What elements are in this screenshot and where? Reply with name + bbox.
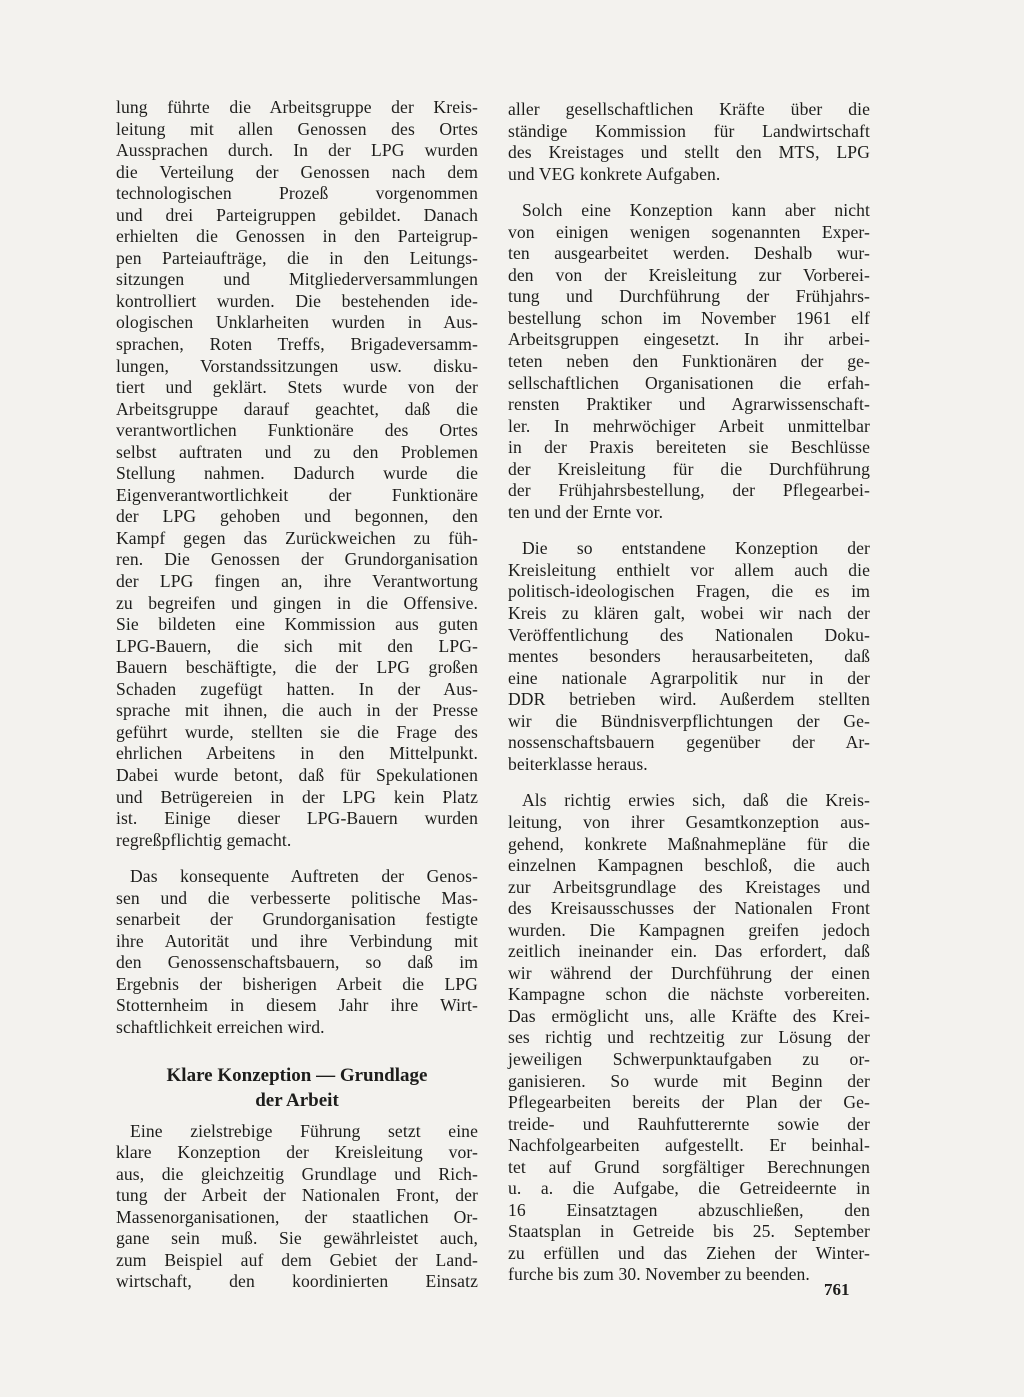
text-line: gehend, konkrete Maßnahmepläne für die — [508, 833, 870, 854]
text-line: Arbeitsgruppe darauf geachtet, daß die — [116, 398, 478, 419]
text-line: Sie bildeten eine Kommission aus guten — [116, 614, 478, 635]
text-line: der LPG gehoben und begonnen, den — [116, 506, 478, 527]
text-line: Stotternheim in diesem Jahr ihre Wirt- — [116, 995, 478, 1016]
text-line: mentes besonders herausarbeiteten, daß — [508, 646, 870, 667]
text-line: zeitlich ineinander ein. Das erfordert, daß — [508, 941, 870, 962]
text-line: sprachen, Roten Treffs, Brigadeversamm- — [116, 334, 478, 355]
text-line: und VEG konkrete Aufgaben. — [508, 163, 721, 184]
text-line: teten neben den Funktionären der ge- — [508, 351, 870, 372]
text-line: bestellung schon im November 1961 elf — [508, 307, 870, 328]
text-line: sen und die verbesserte politische Mas- — [116, 887, 478, 908]
text-line: ses richtig und rechtzeitig zur Lösung der — [508, 1027, 870, 1048]
text-line: leitung, von ihrer Gesamtkonzeption aus- — [508, 811, 870, 832]
text-line: eine nationale Agrarpolitik nur in der — [508, 667, 870, 688]
text-line: wurden. Die Kampagnen greifen jedoch — [508, 919, 870, 940]
text-line: und drei Parteigruppen gebildet. Danach — [116, 204, 478, 225]
text-line: u. a. die Aufgabe, die Getreideernte in — [508, 1178, 870, 1199]
text-line: DDR betrieben wird. Außerdem stellten — [508, 689, 870, 710]
text-line: Bauern beschäftigte, die der LPG großen — [116, 657, 478, 678]
text-line: jeweiligen Schwerpunktaufgaben zu or- — [508, 1048, 870, 1069]
text-line: wirtschaft, den koordinierten Einsatz — [116, 1271, 478, 1292]
text-line: Stellung nahmen. Dadurch wurde die — [116, 463, 478, 484]
text-line: ehrlichen Arbeitens in den Mittelpunkt. — [116, 743, 478, 764]
text-line: Arbeitsgruppen eingesetzt. In ihr arbei- — [508, 329, 870, 350]
text-line: Als richtig erwies sich, daß die Kreis- — [522, 790, 870, 811]
text-line: der Frühjahrsbestellung, der Pflegearbei- — [508, 480, 870, 501]
text-line: Eine zielstrebige Führung setzt eine — [130, 1120, 478, 1141]
heading-line-1: Klare Konzeption — Grundlage — [166, 1064, 428, 1086]
text-line: ologischen Unklarheiten wurden in Aus- — [116, 312, 478, 333]
text-line: geführt wurde, stellten sie die Frage des — [116, 721, 478, 742]
text-line: Schaden zugefügt hatten. In der Aus- — [116, 678, 478, 699]
text-line: 16 Einsatztagen abzuschließen, den — [508, 1199, 870, 1220]
text-line: Kampagne schon die nächste vorbereiten. — [508, 984, 870, 1005]
text-line: klare Konzeption der Kreisleitung vor- — [116, 1142, 478, 1163]
text-line: lungen, Vorstandssitzungen usw. disku- — [116, 355, 478, 376]
text-line: einzelnen Kampagnen beschloß, die auch — [508, 855, 870, 876]
paragraph-left-3 — [116, 1121, 478, 1293]
text-line: sellschaftlichen Organisationen die erfah- — [508, 372, 870, 393]
text-line: ler. In mehrwöchiger Arbeit unmittelbar — [508, 415, 870, 436]
text-line: Kreis zu klären galt, wobei wir nach der — [508, 603, 870, 624]
right-column — [508, 99, 870, 1286]
text-line: tung der Arbeit der Nationalen Front, der — [116, 1185, 478, 1206]
text-line: Eigenverantwortlichkeit der Funktionäre — [116, 484, 478, 505]
text-line: aus, die gleichzeitig Grundlage und Rich- — [116, 1163, 478, 1184]
text-line: Kreisleitung enthielt vor allem auch die — [508, 559, 870, 580]
text-line: furche bis zum 30. November zu beenden. — [508, 1264, 810, 1285]
text-line: von einigen wenigen sogenannten Exper- — [508, 221, 870, 242]
text-line: ren. Die Genossen der Grundorganisation — [116, 549, 478, 570]
page-number: 761 — [824, 1280, 850, 1299]
text-line: ganisieren. So wurde mit Beginn der — [508, 1070, 870, 1091]
paragraph-right-4 — [508, 790, 870, 1286]
text-line: senarbeit der Grundorganisation festigte — [116, 909, 478, 930]
section-heading — [116, 1063, 478, 1113]
text-line: in der Praxis bereiteten sie Beschlüsse — [508, 437, 870, 458]
text-line: tung und Durchführung der Frühjahrs- — [508, 286, 870, 307]
text-line: Dabei wurde betont, daß für Spekulationen — [116, 764, 478, 785]
text-line: beiterklasse heraus. — [508, 753, 648, 774]
text-line: den von der Kreisleitung zur Vorberei- — [508, 264, 870, 285]
text-line: wir die Bündnisverpflichtungen der Ge- — [508, 710, 870, 731]
text-line: selbst auftraten und zu den Problemen — [116, 441, 478, 462]
text-line: sitzungen und Mitgliederversammlungen — [116, 269, 478, 290]
text-line: des Kreistages und stellt den MTS, LPG — [508, 142, 870, 163]
text-line: lung führte die Arbeitsgruppe der Kreis- — [116, 97, 478, 117]
paragraph-left-2 — [116, 866, 478, 1038]
text-line: aller gesellschaftlichen Kräfte über die — [508, 99, 870, 119]
text-line: zu erfüllen und das Ziehen der Winter- — [508, 1242, 870, 1263]
text-line: der Kreisleitung für die Durchführung — [508, 458, 870, 479]
left-column — [116, 97, 478, 1293]
paragraph-right-1 — [508, 99, 870, 185]
text-line: rensten Praktiker und Agrarwissenschaft- — [508, 394, 870, 415]
text-line: gane sein muß. Sie gewährleistet auch, — [116, 1228, 478, 1249]
text-line: politisch-ideologischen Fragen, die es im — [508, 581, 870, 602]
text-line: schaftlichkeit erreichen wird. — [116, 1016, 325, 1037]
text-line: zur Arbeitsgrundlage des Kreistages und — [508, 876, 870, 897]
text-line: kontrolliert wurden. Die bestehenden ide- — [116, 290, 478, 311]
text-line: Aussprachen durch. In der LPG wurden — [116, 140, 478, 161]
text-line: Massenorganisationen, der staatlichen Or- — [116, 1206, 478, 1227]
heading-line-2: der Arbeit — [255, 1089, 339, 1111]
text-line: zu begreifen und gingen in die Offensive. — [116, 592, 478, 613]
text-line: den Genossenschaftsbauern, so daß im — [116, 952, 478, 973]
text-line: Pflegearbeiten bereits der Plan der Ge- — [508, 1092, 870, 1113]
text-line: und Betrügereien in der LPG kein Platz — [116, 786, 478, 807]
text-line: ten ausgearbeitet werden. Deshalb wur- — [508, 243, 870, 264]
text-line: ständige Kommission für Landwirtschaft — [508, 120, 870, 141]
text-line: ist. Einige dieser LPG-Bauern wurden — [116, 808, 478, 829]
text-line: ten und der Ernte vor. — [508, 501, 664, 522]
text-line: treide- und Rauhfutterernte sowie der — [508, 1113, 870, 1134]
paragraph-right-2 — [508, 200, 870, 523]
text-line: erhielten die Genossen in den Parteigrup- — [116, 226, 478, 247]
text-line: leitung mit allen Genossen des Ortes — [116, 118, 478, 139]
text-line: pen Parteiaufträge, die in den Leitungs- — [116, 247, 478, 268]
text-line: Das ermöglicht uns, alle Kräfte des Krei- — [508, 1005, 870, 1026]
text-line: ihre Autorität und ihre Verbindung mit — [116, 930, 478, 951]
text-line: sprache mit ihnen, die auch in der Presse — [116, 700, 478, 721]
text-line: Kampf gegen das Zurückweichen zu füh- — [116, 527, 478, 548]
text-line: die Verteilung der Genossen nach dem — [116, 161, 478, 182]
paragraph-left-1 — [116, 97, 478, 851]
text-line: der LPG fingen an, ihre Verantwortung — [116, 571, 478, 592]
text-line: Veröffentlichung des Nationalen Doku- — [508, 624, 870, 645]
text-line: tet auf Grund sorgfältiger Berechnungen — [508, 1156, 870, 1177]
text-line: verantwortlichen Funktionäre des Ortes — [116, 420, 478, 441]
text-line: Das konsequente Auftreten der Genos- — [130, 866, 478, 887]
text-line: wir während der Durchführung der einen — [508, 962, 870, 983]
text-line: regreßpflichtig gemacht. — [116, 829, 292, 850]
text-line: Die so entstandene Konzeption der — [522, 538, 870, 559]
paragraph-right-3 — [508, 538, 870, 775]
text-line: zum Beispiel auf dem Gebiet der Land- — [116, 1249, 478, 1270]
text-line: tiert und geklärt. Stets wurde von der — [116, 377, 478, 398]
text-line: LPG-Bauern, die sich mit den LPG- — [116, 635, 478, 656]
text-line: Staatsplan in Getreide bis 25. September — [508, 1221, 870, 1242]
text-line: Nachfolgearbeiten aufgestellt. Er beinhal- — [508, 1135, 870, 1156]
text-line: technologischen Prozeß vorgenommen — [116, 183, 478, 204]
text-line: des Kreisausschusses der Nationalen Front — [508, 898, 870, 919]
text-line: Ergebnis der bisherigen Arbeit die LPG — [116, 973, 478, 994]
text-line: nossenschaftsbauern gegenüber der Ar- — [508, 732, 870, 753]
text-line: Solch eine Konzeption kann aber nicht — [522, 200, 870, 221]
